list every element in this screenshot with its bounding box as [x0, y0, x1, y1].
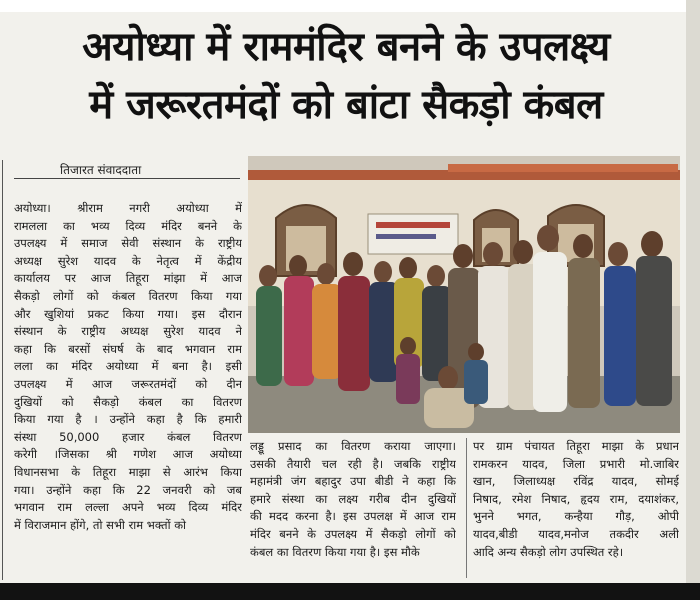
article-line: अयोध्या। श्रीराम नगरी अयोध्या में [14, 201, 242, 215]
article-column-3 [473, 438, 679, 561]
article-line: यादव,बीडी यादव,मनोज तकदीर अली [473, 526, 679, 541]
article-line: पर ग्राम पंचायत तिहूरा माझा के प्रधान [473, 439, 679, 453]
adjacent-column-edge [686, 0, 700, 600]
article-line: में विराजमान होंगे, तो सभी राम भक्तों को [14, 517, 187, 532]
article-line: हमारे संस्था का लक्ष्य गरीब दीन दुखियों [250, 491, 456, 506]
article-line: संस्था 50,000 हजार कंबल वितरण [14, 429, 242, 444]
article-line: करेगी ।जिसका श्री गणेश आज अयोध्या [14, 447, 242, 462]
article-line: कहा कि बरसों संघर्ष के बाद भगवान राम [14, 341, 242, 356]
article-line: आदि अन्य सैकड़ो लोग उपस्थित रहे। [473, 544, 624, 559]
bottom-edge [0, 583, 700, 600]
column-divider [466, 438, 467, 578]
news-photo [248, 156, 680, 433]
news-photo-illustration [248, 156, 680, 433]
article-line: खान, जिलाध्यक्ष रविंद्र यादव, सोमई [473, 474, 679, 489]
column-divider-left [2, 160, 3, 580]
article-line: रामलला का भव्य दिव्य मंदिर बनने के [14, 218, 242, 233]
article-line: उपलक्ष्य में आज जरूरतमंदों को दीन [14, 376, 242, 391]
article-line: और खुशियां प्रकट किया गया। इस दौरान [14, 306, 242, 321]
article-line: किया गया है । उन्होंने कहा है कि हमारी [14, 412, 242, 427]
article-column-1 [14, 200, 242, 534]
article-line: विधानसभा के तिहूरा माझा से आरंभ किया [14, 464, 242, 479]
article-line: उसकी तैयारी चल रही है। जबकि राष्ट्रीय [250, 456, 456, 471]
article-line: अध्यक्ष सुरेश यादव के नेतृत्व में केंद्रीय [14, 253, 242, 268]
article-line: महामंत्री जंग बहादुर उपा बीडी ने कहा कि [250, 474, 456, 489]
article-line: की मदद करना है। इस उपलक्ष में आज राम [250, 509, 456, 524]
article-line: लड्डू प्रसाद का वितरण कराया जाएगा। [250, 439, 456, 453]
article-line: भुनने भगत, कन्हैया गौड़, ओपी [473, 509, 679, 524]
article-line: संस्थान के राष्ट्रीय अध्यक्ष सुरेश यादव ने [14, 324, 242, 339]
article-line: दुखियों को सैकड़ो कंबल का वितरण [14, 394, 242, 409]
article-column-2 [250, 438, 456, 561]
headline-line-1: अयोध्या में राममंदिर बनने के उपलक्ष्य [82, 24, 610, 70]
headline [8, 18, 684, 134]
article-line: रामकरन यादव, जिला प्रभारी मो.जाबिर [473, 456, 679, 471]
article-line: कंबल का वितरण किया गया है। इस मौके [250, 544, 420, 559]
article-line: सैकड़ो लोगों को कंबल वितरण किया गया [14, 288, 242, 303]
headline-line-2: में जरूरतमंदों को बांटा सैकड़ो कंबल [89, 82, 603, 128]
article-line: मंदिर बनने के उपलक्ष्य में सैकड़ो लोगों को [250, 526, 456, 541]
article-line: कार्यालय पर आज तिहूरा मांझा में आज [14, 271, 242, 286]
byline: तिजारत संवाददाता [60, 163, 142, 177]
top-margin [0, 0, 700, 12]
article-line: लला का मंदिर अयोध्या में बना है। इसी [14, 359, 242, 374]
article-line: गया। उन्होंने कहा कि 22 जनवरी को जब [14, 482, 242, 497]
article-line: उपलक्ष्य में समाज सेवी संस्थान के राष्ट्रीय [14, 236, 242, 251]
article-line: निषाद, रमेश निषाद, हृदय राम, दयाशंकर, [473, 491, 679, 506]
article-line: भगवान राम लल्ला अपने भव्य दिव्य मंदिर [14, 500, 242, 515]
